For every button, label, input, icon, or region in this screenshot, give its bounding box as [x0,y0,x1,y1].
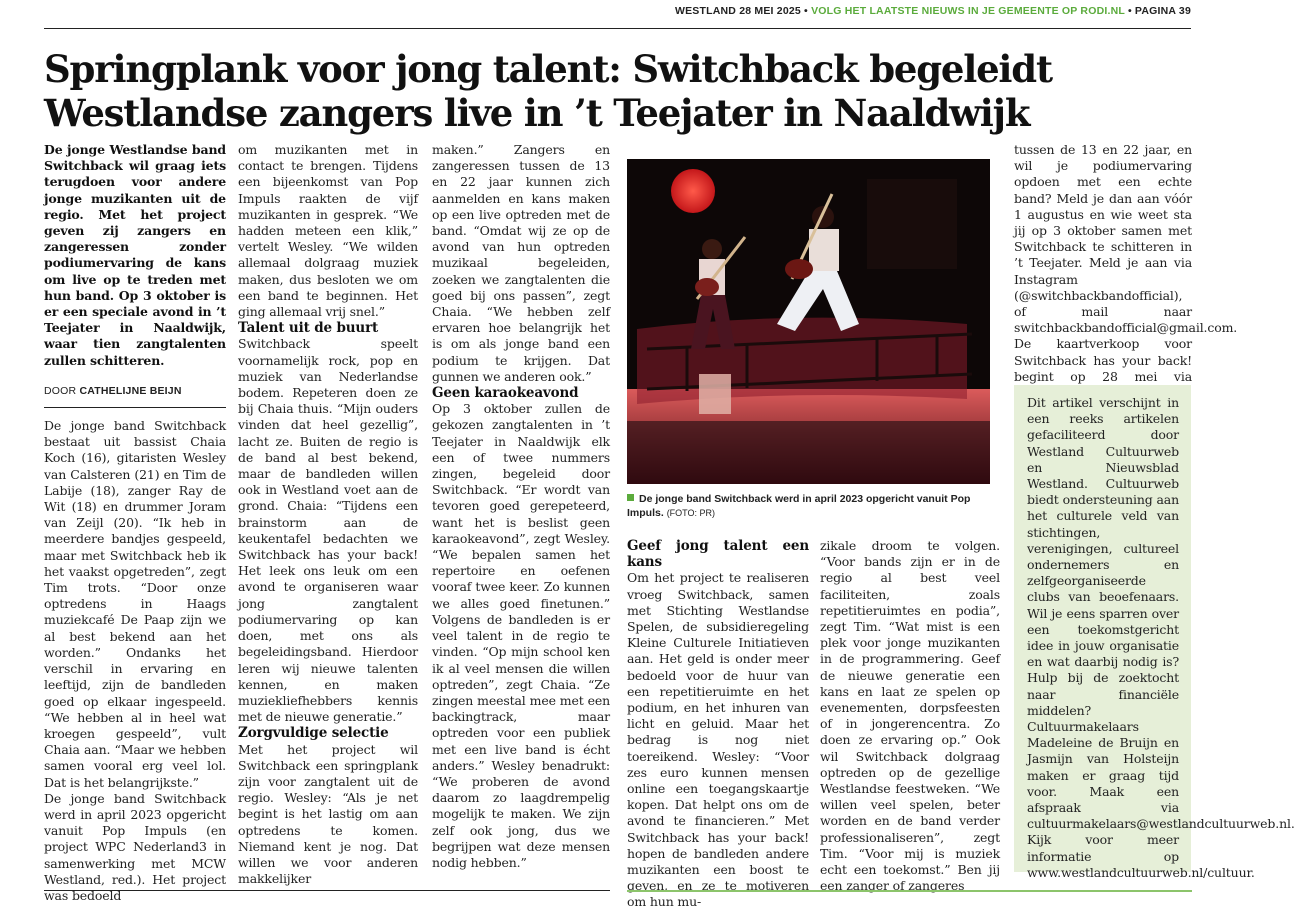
bottom-rule [44,890,610,891]
body-paragraph: tussen de 13 en 22 jaar, en wil je podiumervaring opdoen met een echte band? Meld je dan aan vóór 1 augustus en wie weet sta jij op 3 oktober samen met Switchback te schitteren in ’t Teejater. Meld je aan via Instagram (@switchbackbandofficial), of mail naar switchbackbandofficial@gmail.com. De kaartverkoop voor Switchback has your back! begint op 28 mei via [1014,142,1238,384]
bottom-rule-green [627,890,1192,892]
body-paragraph: Op 3 oktober zullen de gekozen zangtalenten in ’t Teejater in Naaldwijk elk een of twee nummers zingen, begeleid door Switchback. “Er wordt van tevoren goed gerepeteerd, want het is beslist geen karaokeavond”, zegt Wesley. “We bepalen samen het repertoire en oefenen vooraf twee keer. Zo kunnen we alles goed finetunen.” Volgens de bandleden is er veel talent in de regio te vinden. “Op mijn school ken ik al veel mensen die willen optreden”, zegt Chaia. “Ze zingen meestal mee met een backingtrack, maar optreden voor een publiek met een live band is écht anders.” Wesley benadrukt: “We proberen de avond daarom zo laagdrempelig mogelijk te maken. We zijn zelf ook jong, dus we begrijpen wat deze mensen nodig hebben.” [432,401,610,870]
photo-caption [627,492,990,520]
body-paragraph: De jonge band Switchback werd in april 2023 opgericht vanuit Pop Impuls (en project WPC Nederland3 in samenwerking met MCW Westland, red.). Het project was bedoeld [44,790,226,903]
caption-marker [627,494,634,501]
article-headline: Springplank voor jong talent: Switchback begeleidt Westlandse zangers live in ’t Teejater in Naaldwijk [44,47,1052,135]
header-rule [44,28,1191,29]
body-paragraph: De jonge band Switchback bestaat uit bassist Chaia Koch (16), gitaristen Wesley van Calsteren (21) en Tim de Labije (18), zanger Ray de Wit (18) en drummer Joram van Zeijl (20). “Ik heb in meerdere bandjes gespeeld, maar met Switchback heb ik het vaakst opgetreden”, zegt Tim trots. “Door onze optredens in Haags muziekcafé De Paap zijn we al best bekend aan het worden.” Ondanks het verschil in ervaring en leeftijd, zijn de bandleden goed op elkaar ingespeeld. “We hebben al in heel wat kroegen gespeeld”, vult Chaia aan. “Maar we hebben samen vooral erg veel lol. Dat is het belangrijkste.” [44,418,226,790]
cultuurweb-sidebar [1014,385,1295,880]
byline-prefix: DOOR [44,384,77,397]
caption-text: De jonge band Switchback werd in april 2023 opgericht vanuit Pop Impuls. [627,493,971,519]
running-head [675,5,1191,17]
subhead-talent: Talent uit de buurt [238,320,379,337]
subhead-selectie: Zorgvuldige selectie [238,725,389,742]
column-1 [44,142,226,904]
body-paragraph: maken.” Zangers en zangeressen tussen de 13 en 22 jaar kunnen zich aanmelden en kans maken op een live optreden met de band. “Omdat wij ze op de avond van hun optreden muzikaal begeleiden, zoeken we zangtalenten die goed bij ons passen”, zegt Chaia. “We hebben zelf ervaren hoe belangrijk het is om als jonge band een podium te krijgen. Dat gunnen we anderen ook.” [432,142,610,384]
body-paragraph: Met het project wil Switchback een springplank zijn voor zangtalent uit de regio. Wesley: “Als je net begint is het lastig om aan optredens te komen. Niemand kent je nog. Dat willen we voor anderen makkelijker [238,741,418,887]
sidebar-text: Dit artikel verschijnt in een reeks artikelen gefaciliteerd door Westland Cultuurweb en Nieuwsblad Westland. Cultuurweb biedt ondersteuning aan het culturele veld van stichtingen, verenigingen, cultureel ondernemers en zelfgeorganiseerde clubs van beoefenaars. Wil je eens sparren over een toekomstgericht idee in jouw organisatie en wat daarbij nodig is? Hulp bij de zoektocht naar financiële middelen? Cultuurmakelaars Madeleine de Bruijn en Jasmijn van Holsteijn maken er graag tijd voor. Maak een afspraak via cultuurmakelaars@westlandcultuurweb.nl. Kijk voor meer informatie op www.westlandcultuurweb.nl/cultuur. [1027,395,1295,880]
byline-author: CATHELIJNE BEIJN [79,384,182,397]
subhead-karaoke: Geen karaokeavond [432,385,579,402]
red-lamp [671,169,715,213]
body-paragraph: Switchback speelt voornamelijk rock, pop en muziek van Nederlandse bodem. Repeteren doen ze bij Chaia thuis. “Mijn ouders vinden dat heel gezellig”, lacht ze. Buiten de regio is de band al best bekend, maar de bandleden willen ook in Westland voet aan de grond. Chaia: “Tijdens een brainstorm aan de keukentafel bedachten we Switchback has your back! Het leek ons leuk om een avond te organiseren waar jong zangtalent podiumervaring op kan doen, met ons als begeleidingsband. Hierdoor leren wij nieuwe talenten kennen, en maken muziekliefhebbers kennis met de nieuwe generatie.” [238,336,418,725]
body-paragraph: zikale droom te volgen. “Voor bands zijn er in de regio al best veel faciliteiten, zoals repetitieruimtes en podia”, zegt Tim. “Wat mist is een plek voor jonge muzikanten in de programmering. Geef de nieuwe generatie een kans en laat ze spelen op evenementen, dorpsfeesten of in jongerencentra. Zo doen ze ervaring op.” Ook wil Switchback dolgraag optreden op de gezellige Westlandse feestweken. “We willen veel spelen, beter worden en de band verder professionaliseren”, zegt Tim. “Voor mij is muziek echt een toekomst.” Ben jij een zanger of zangeres [820,538,1000,894]
column-3 [432,142,610,871]
body-paragraph: Om het project te realiseren vroeg Switchback, samen met Stichting Westlandse Spelen, de subsidieregeling Kleine Culturele Initiatieven aan. Het geld is onder meer bedoeld voor de huur van een repetitieruimte en het podium, en het inhuren van licht en geluid. Maar het bedrag is nog niet toereikend. Wesley: “Voor zes euro kunnen mensen online een toegangskaartje kopen. Dat helpt ons om de avond te financieren.” Met Switchback has your back! hopen de bandleden andere muzikanten een boost te geven, en ze te motiveren om hun mu- [627,570,809,910]
column-4 [627,538,809,911]
column-6 [1014,142,1238,401]
body-paragraph: om muzikanten met in contact te brengen. Tijdens een bijeenkomst van Pop Impuls raakten de vijf muzikanten in gesprek. “We hadden meteen een klik,” vertelt Wesley. “We wilden allemaal dolgraag muziek maken, dus besloten we om een band te beginnen. Het ging allemaal vrij snel.” [238,142,418,320]
page-number: • PAGINA 39 [1127,5,1191,17]
edition-date: WESTLAND 28 MEI 2025 • [674,5,808,17]
rodi-promo-link[interactable]: VOLG HET LAATSTE NIEUWS IN JE GEMEENTE OP RODI.NL [811,5,1125,17]
band-photo-illustration [627,159,990,484]
subhead-kans: Geef jong talent een kans [627,538,809,571]
byline [44,383,226,408]
column-5 [820,538,1000,894]
column-2 [238,142,418,887]
article-lead: De jonge Westlandse band Switchback wil graag iets terugdoen voor andere jonge muzikanten uit de regio. Met het project geven zij zangers en zangeressen zonder podiumervaring de kans om live op te treden met hun band. Op 3 oktober is er een speciale avond in ’t Teejater in Naaldwijk, waar tien zangtalenten zullen schitteren. [44,142,226,368]
photo-credit: (FOTO: PR) [666,508,716,518]
band-photo [627,159,990,484]
